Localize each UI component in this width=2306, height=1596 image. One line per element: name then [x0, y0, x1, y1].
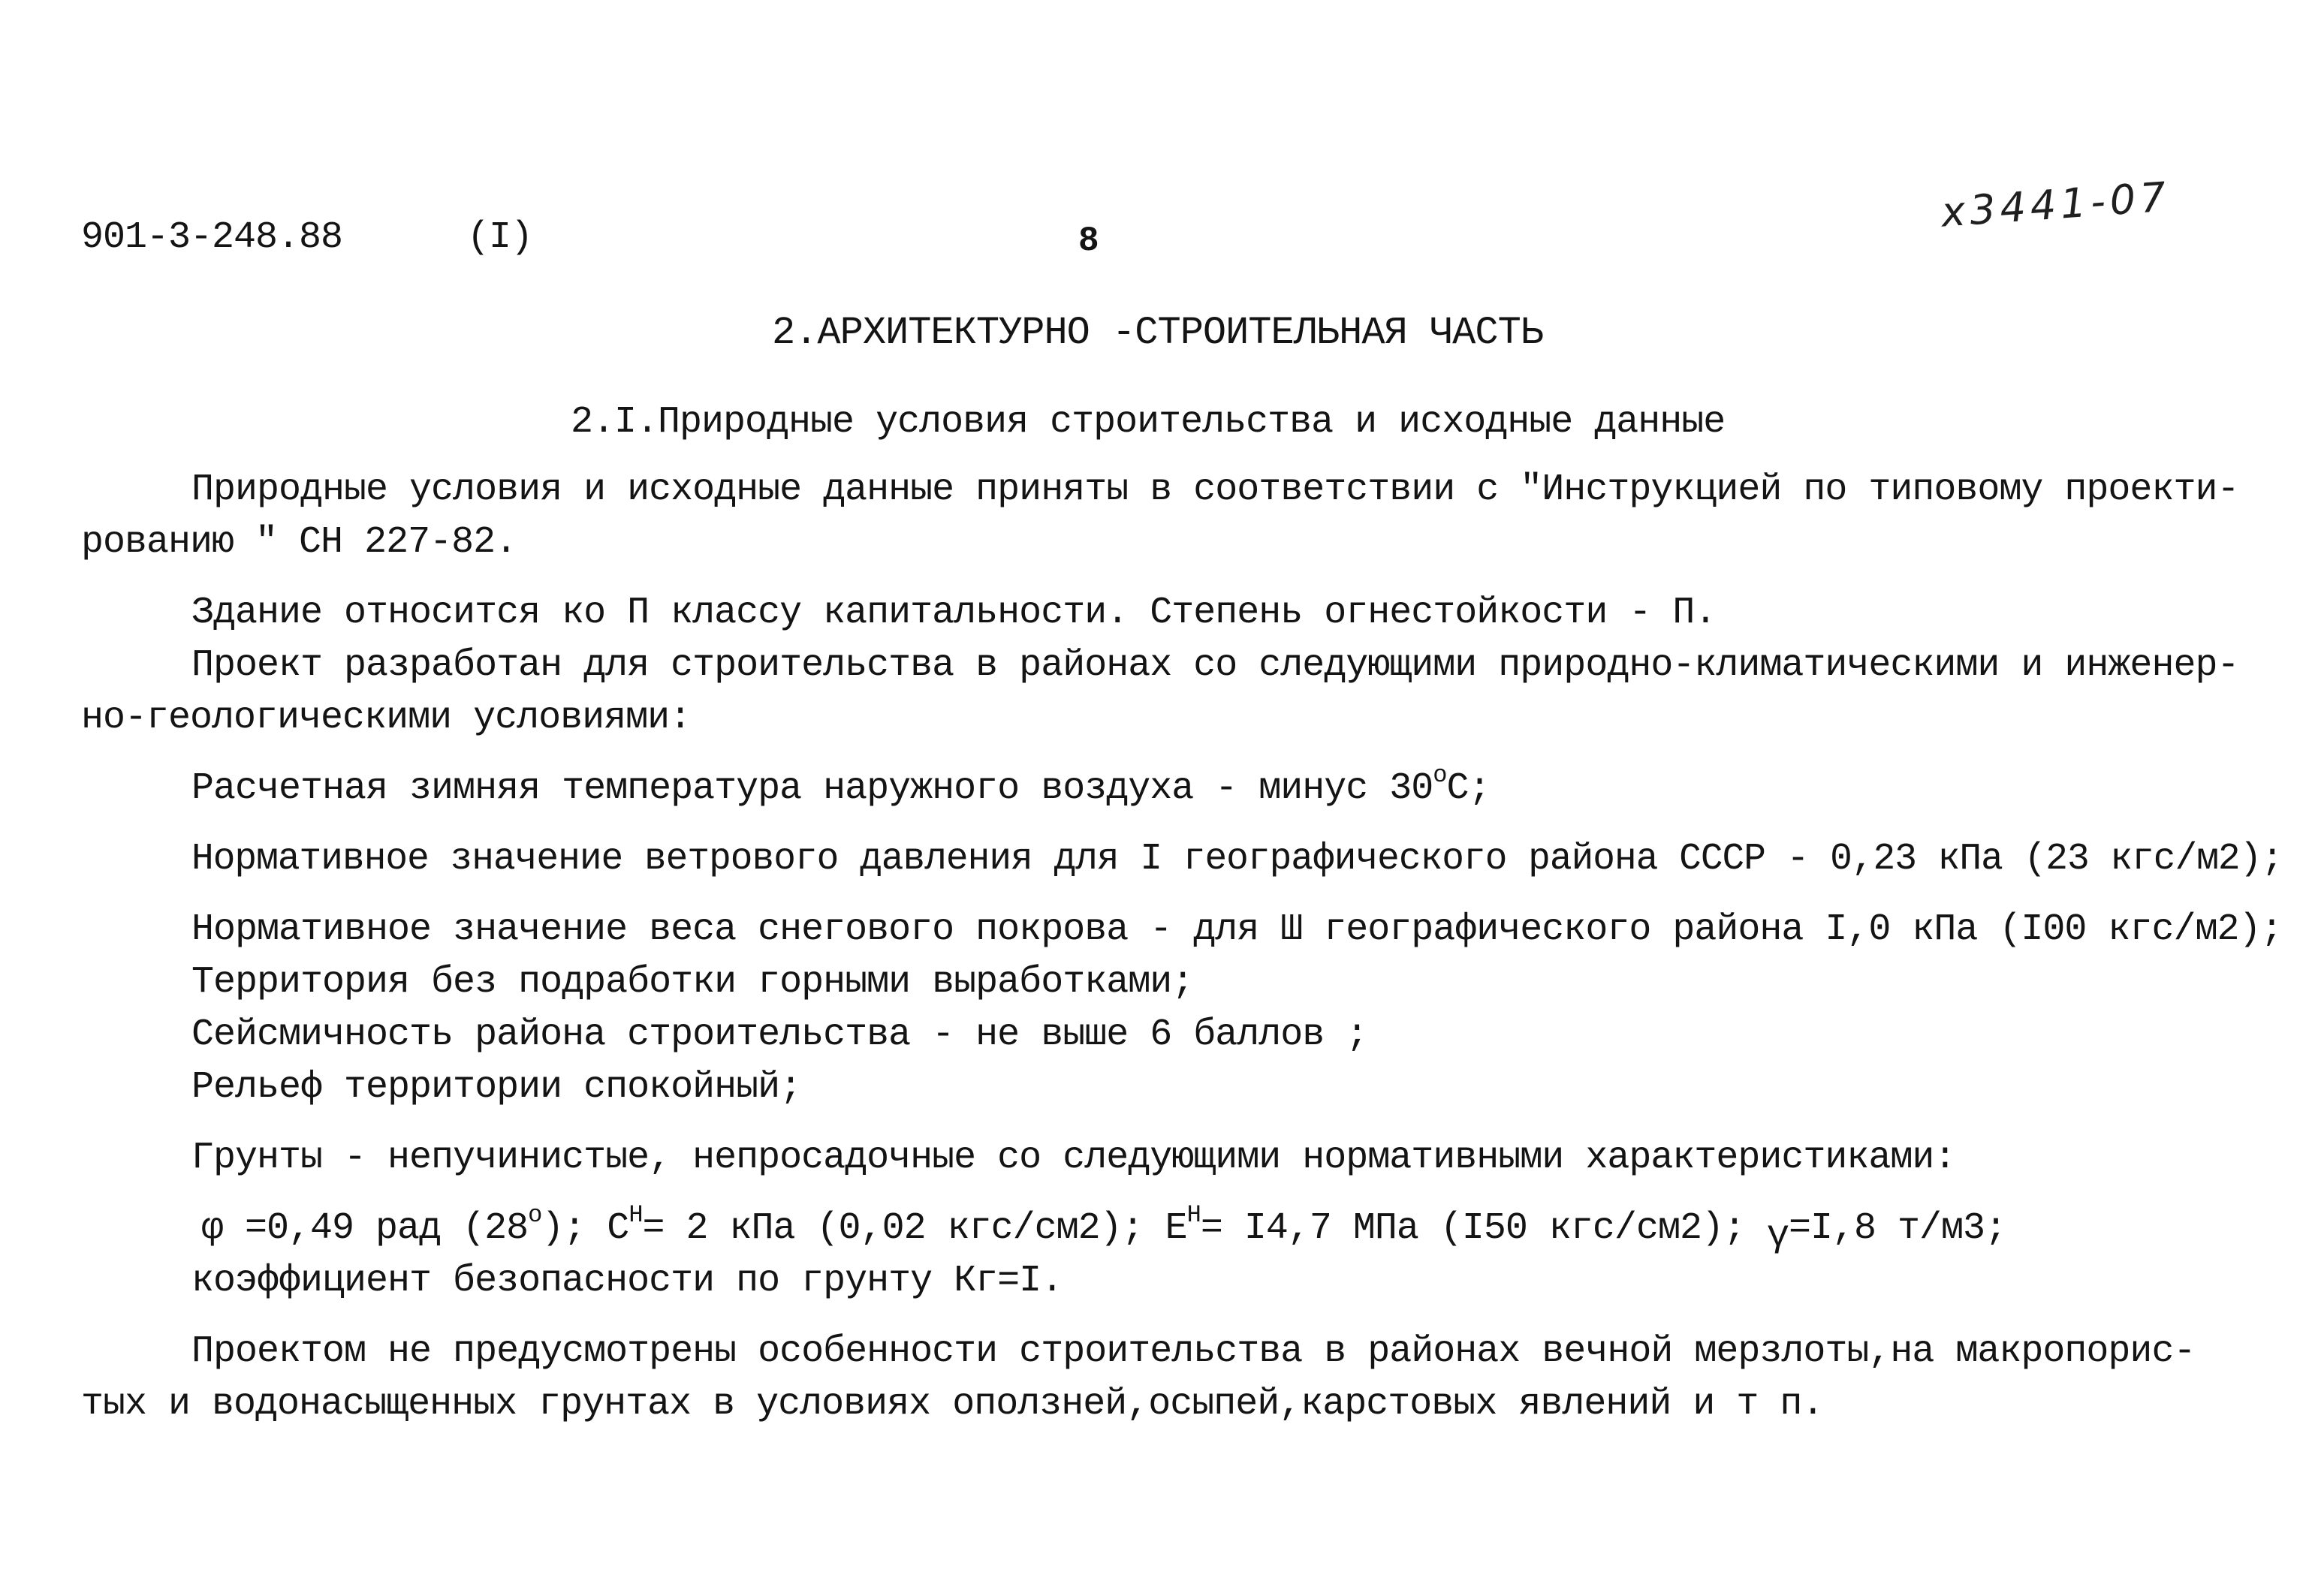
- c-param: ); С: [541, 1207, 629, 1250]
- phi-param: φ =0,49 рад (28: [201, 1207, 529, 1250]
- document-code: 901-3-248.88: [81, 216, 343, 259]
- soils-description: Грунты - непучинистые, непросадочные со следующими нормативными характеристиками:: [191, 1137, 1956, 1179]
- handwritten-mark: x3441-07: [1940, 173, 2172, 236]
- c-value: = 2 кПа (0,02 кгс/см2); Е: [642, 1207, 1187, 1250]
- e-value: = I4,7 МПа (I50 кгс/см2);: [1200, 1207, 1745, 1250]
- paragraph-intro-line-1: Природные условия и исходные данные приняты в соответствии с "Инструкцией по типовому проекти-: [191, 468, 2239, 511]
- seismicity: Сейсмичность района строительства - не выше 6 баллов ;: [191, 1013, 1368, 1056]
- design-temperature-unit: С;: [1446, 767, 1491, 810]
- design-temperature: [191, 761, 1491, 810]
- paragraph-project-line-1: Проект разработан для строительства в районах со следующими природно-климатическими и инженер-: [191, 644, 2239, 687]
- snow-load: Нормативное значение веса снегового покрова - для Ш географического района I,0 кПа (I00 кгс/м2);: [191, 908, 2283, 951]
- document-volume: (I): [467, 216, 533, 259]
- section-title: 2.АРХИТЕКТУРНО -СТРОИТЕЛЬНАЯ ЧАСТЬ: [772, 311, 1543, 355]
- paragraph-building-class: Здание относится ко П классу капитальности. Степень огнестойкости - П.: [191, 592, 1717, 634]
- safety-factor: коэффициент безопасности по грунту Кг=I.: [191, 1260, 1063, 1302]
- paragraph-exclusions-line-1: Проектом не предусмотрены особенности строительства в районах вечной мерзлоты,на макропорис-: [191, 1330, 2196, 1373]
- territory-condition: Территория без подработки горными выработками;: [191, 961, 1194, 1004]
- relief: Рельеф территории спокойный;: [191, 1066, 802, 1109]
- gamma-value: =I,8 т/м3;: [1789, 1207, 2007, 1250]
- paragraph-exclusions-line-2: тых и водонасыщенных грунтах в условиях оползней,осыпей,карстовых явлений и т п.: [81, 1383, 1824, 1426]
- paragraph-project-line-2: но-геологическими условиями:: [81, 697, 692, 739]
- gamma-symbol: γ: [1766, 1215, 1789, 1257]
- wind-pressure: Нормативное значение ветрового давления для I географического района СССР - 0,23 кПа (23 кгс/м2);: [191, 838, 2283, 881]
- design-temperature-text: Расчетная зимняя температура наружного воздуха - минус 30: [191, 767, 1433, 810]
- paragraph-intro-line-2: рованию " СН 227-82.: [81, 521, 517, 564]
- e-superscript: Н: [1186, 1201, 1201, 1229]
- degree-mark: о: [1433, 761, 1447, 789]
- subsection-title: 2.I.Природные условия строительства и исходные данные: [571, 401, 1726, 444]
- phi-degree: о: [528, 1201, 542, 1229]
- c-superscript: Н: [628, 1201, 643, 1229]
- page-number: 8: [1078, 221, 1099, 260]
- soil-parameters: [201, 1201, 2007, 1257]
